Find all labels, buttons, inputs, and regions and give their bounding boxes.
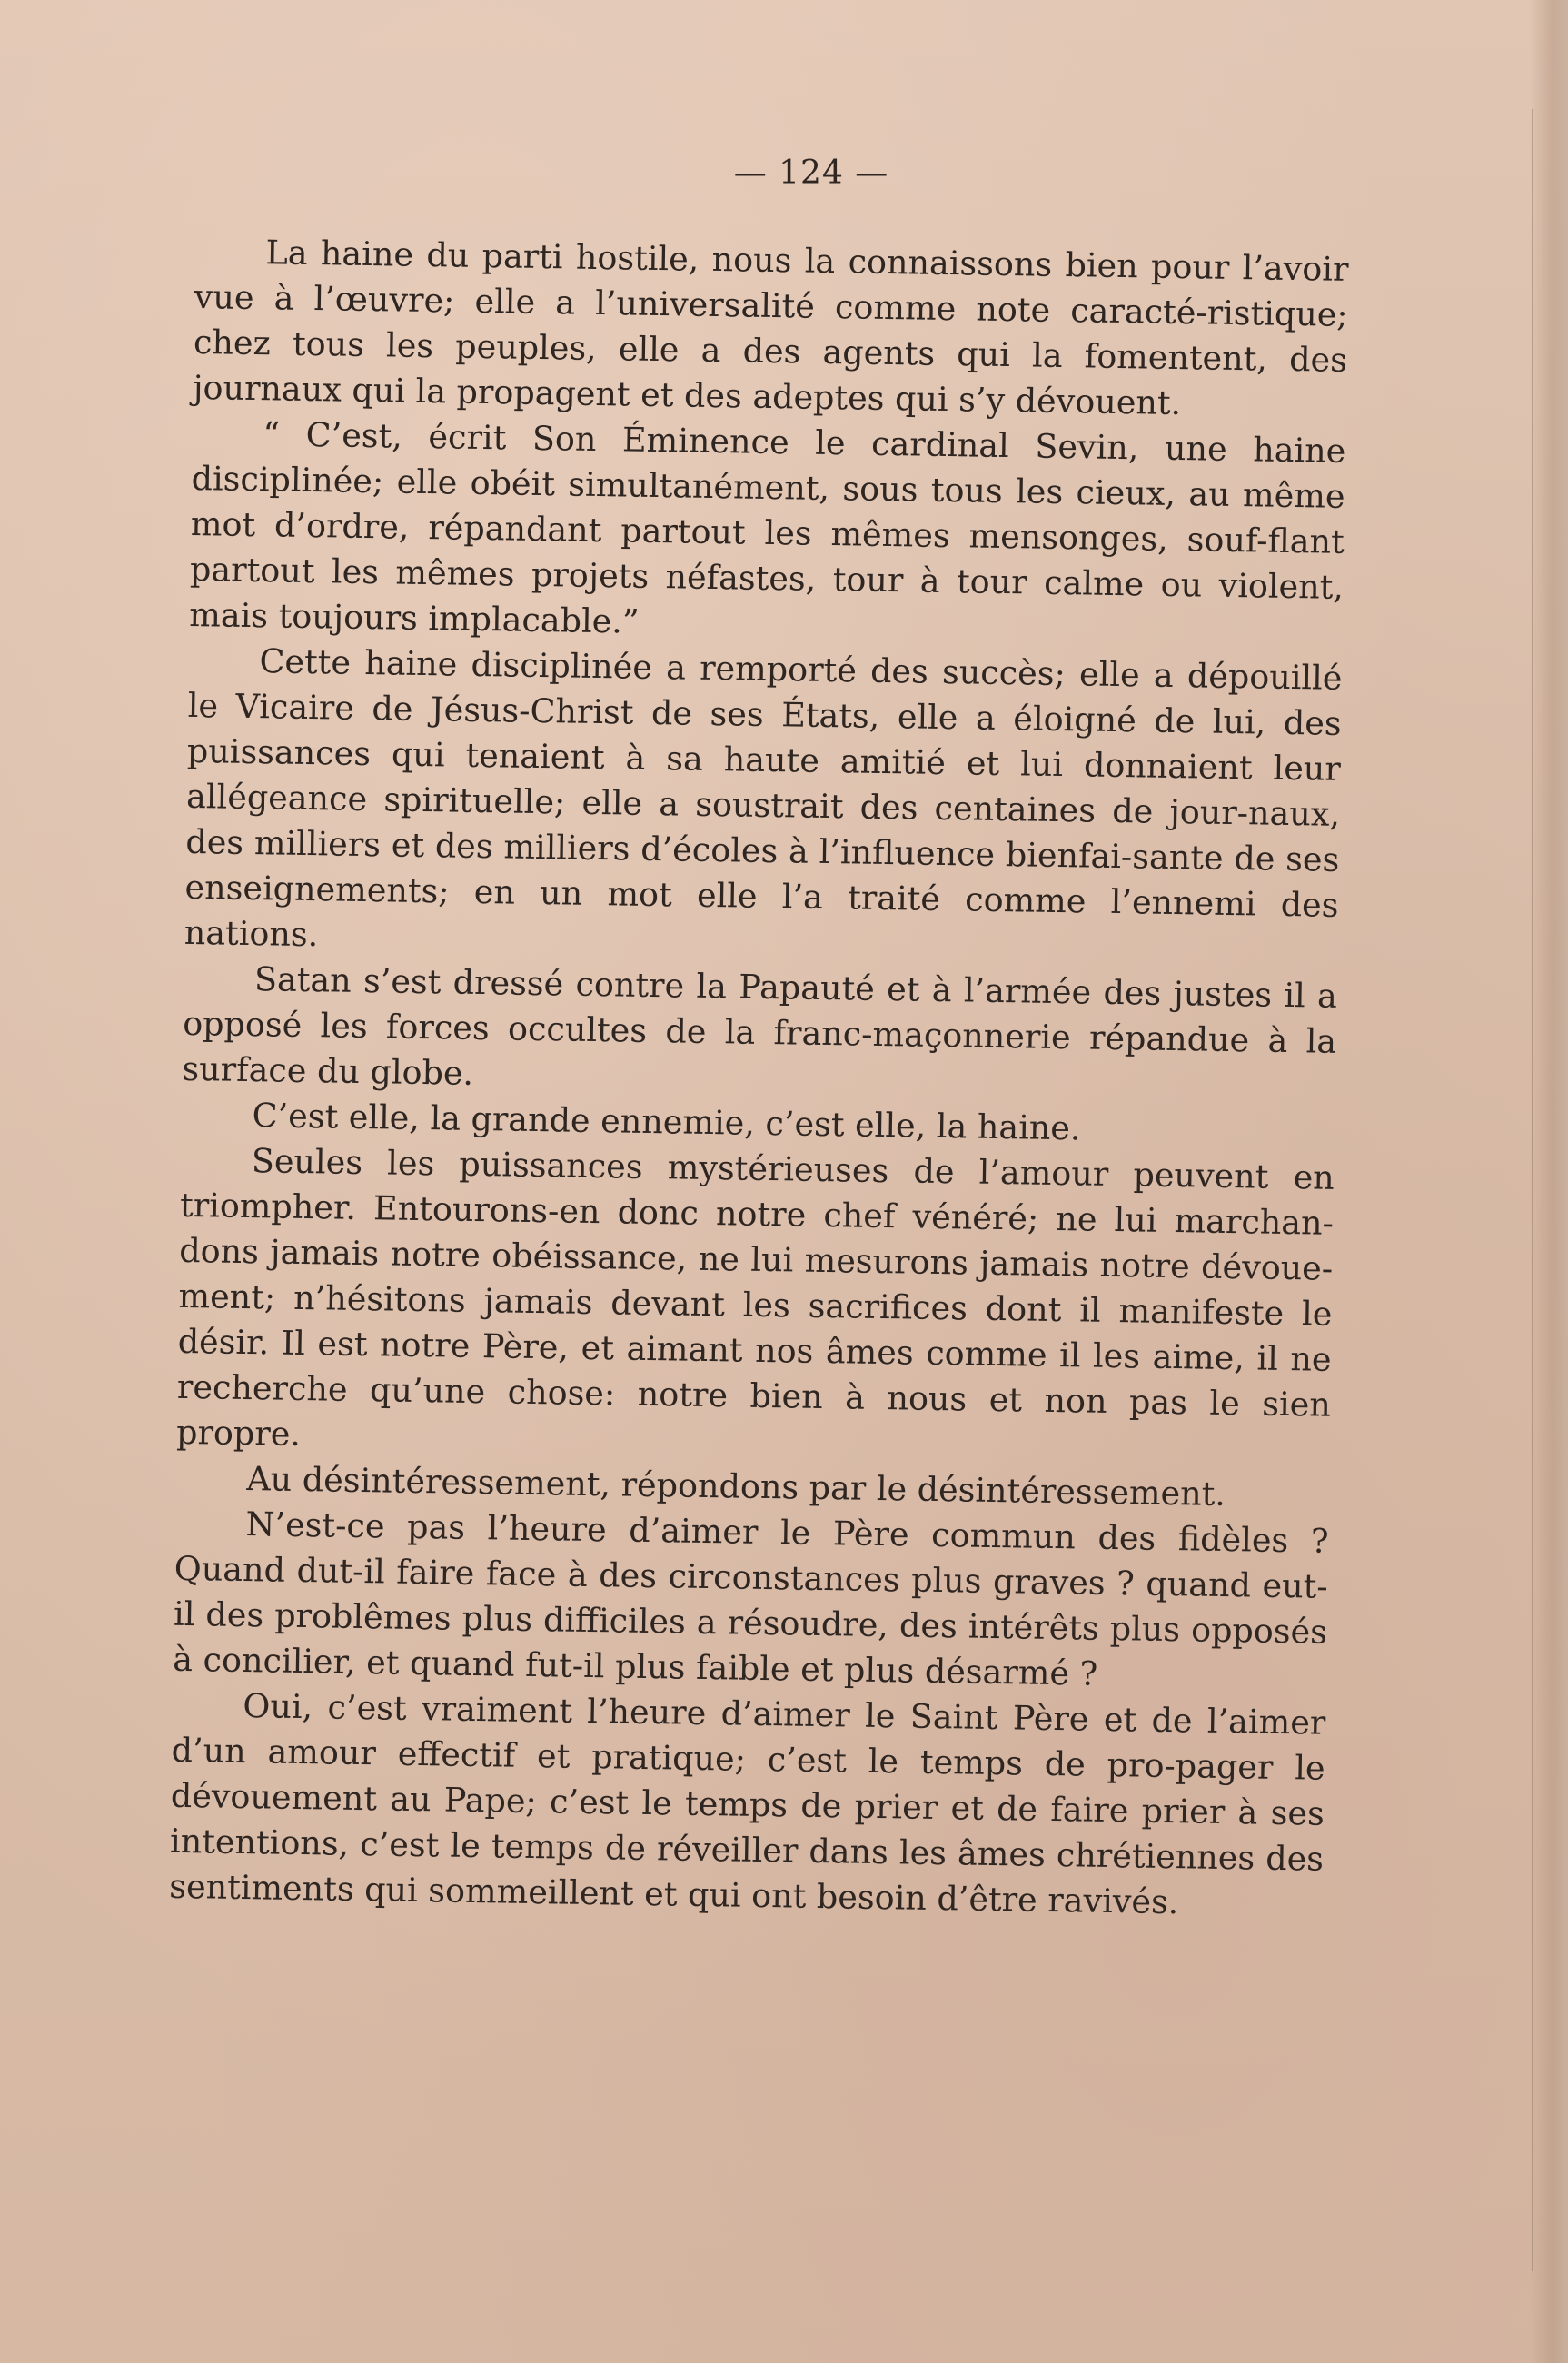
paragraph: C’est elle, la grande ennemie, c’est elle, la haine. [252,1096,1081,1148]
paragraph: La haine du parti hostile, nous la connaissons bien pour l’avoir vue à l’œuvre; elle a l’universalité comme note caracté-ristique; chez tous les peuples, elle a des agents qui la fomentent, des journaux qui la propagent et des adeptes qui s’y dévouent. [192,233,1349,423]
page-edge-shadow [1530,0,1568,2363]
paragraph: Cette haine disciplinée a remporté des succès; elle a dépouillé le Vicaire de Jésus-Christ de ses États, elle a éloigné de lui, des puissances qui tenaient à sa haute amitié et lui donnaient leur allégeance spirituelle; elle a soustrait des centaines de jour-naux, des milliers et des milliers d’écoles à l’influence bienfai-sante de ses enseignements; en un mot elle l’a traité comme l’ennemi des nations. [184,641,1343,955]
paragraph: Seules les puissances mystérieuses de l’amour peuvent en triompher. Entourons-en donc notre chef vénéré; ne lui marchan-dons jamais notre obéissance, ne lui mesurons jamais notre dévoue-ment; n’hésitons jamais devant les sacrifices dont il manifeste le désir. Il est notre Père, et aimant nos âmes comme il les aime, il ne recherche qu’une chose: notre bien à nous et non pas le sien propre. [175,1141,1335,1454]
paragraph: “ C’est, écrit Son Éminence le cardinal Sevin, une haine disciplinée; elle obéit simultanément, sous tous les cieux, au même mot d’ordre, répandant partout les mêmes mensonges, souf-flant partout les mêmes projets néfastes, tour à tour calme ou violent, mais toujours implacable.” [188,414,1346,641]
paragraph: Satan s’est dressé contre la Papauté et à l’armée des justes il a opposé les forces occultes de la franc-maçonnerie répandue à la surface du globe. [182,959,1338,1093]
page-number: — 124 — [733,154,889,192]
paragraph: N’est-ce pas l’heure d’aimer le Père commun des fidèles ? Quand dut-il faire face à des circonstances plus graves ? quand eut-il des problêmes plus difficiles a résoudre, des intérêts plus opposés à concilier, et quand fut-il plus faible et plus désarmé ? [172,1504,1329,1693]
paragraph: Oui, c’est vraiment l’heure d’aimer le Saint Père et de l’aimer d’un amour effectif et pratique; c’est le temps de pro-pager le dévouement au Pape; c’est le temps de prier et de faire prier à ses intentions, c’est le temps de réveiller dans les âmes chrétiennes des sentiments qui sommeillent et qui ont besoin d’être ravivés. [169,1686,1326,1922]
page-edge-line [1532,109,1533,2271]
body-text [169,229,1349,1928]
paragraph: Au désintéressement, répondons par le désintéressement. [246,1459,1226,1514]
